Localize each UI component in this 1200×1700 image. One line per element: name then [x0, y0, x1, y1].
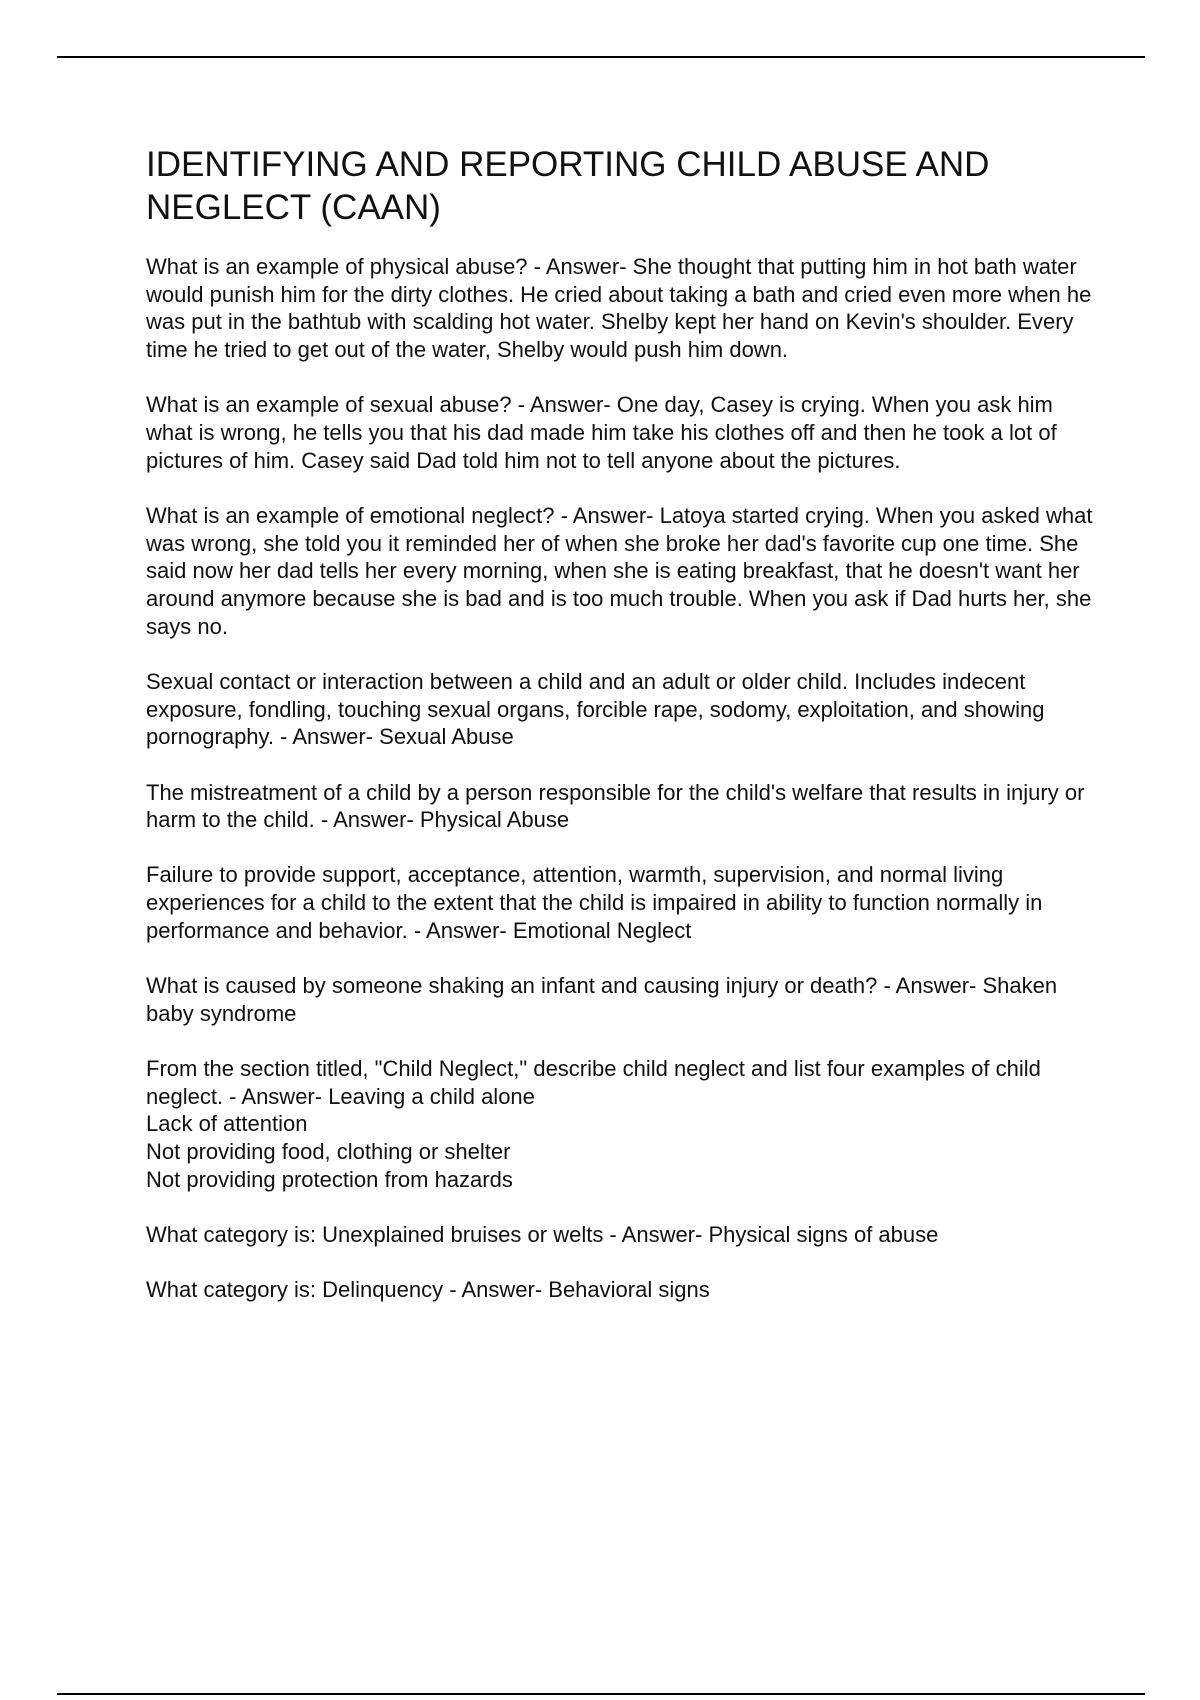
qa-entry-child-neglect-examples: From the section titled, "Child Neglect," describe child neglect and list four examples of child neglect. - Answer- Leaving a child alone Lack of attention Not providing food, clothing or shelter Not providing protection from hazards	[146, 1055, 1041, 1192]
document-body	[146, 143, 1099, 1331]
top-rule	[57, 56, 1145, 58]
qa-entry-shaken-baby: What is caused by someone shaking an infant and causing injury or death? - Answer- Shaken baby syndrome	[146, 973, 1064, 1026]
qa-entry-sexual-abuse-definition: Sexual contact or interaction between a child and an adult or older child. Includes indecent exposure, fondling, touching sexual organs, forcible rape, sodomy, exploitation, and showing pornography. - Answer- Sexual Abuse	[146, 668, 1051, 750]
qa-entry-emotional-neglect-example: What is an example of emotional neglect? - Answer- Latoya started crying. When you asked what was wrong, she told you it reminded her of when she broke her dad's favorite cup one time. She said now her dad tells her every morning, when she is eating breakfast, that he doesn't want her around anymore because she is bad and is too much trouble. When you ask if Dad hurts her, she says no.	[146, 502, 1099, 639]
document-title: IDENTIFYING AND REPORTING CHILD ABUSE AND NEGLECT (CAAN)	[146, 145, 990, 227]
qa-entry-bruises-category: What category is: Unexplained bruises or welts - Answer- Physical signs of abuse	[146, 1221, 939, 1247]
bottom-rule	[57, 1693, 1145, 1695]
qa-entry-delinquency-category: What category is: Delinquency - Answer- Behavioral signs	[146, 1277, 710, 1303]
qa-entry-physical-abuse-definition: The mistreatment of a child by a person responsible for the child's welfare that results in injury or harm to the child. - Answer- Physical Abuse	[146, 779, 1091, 833]
qa-entry-physical-abuse-example: What is an example of physical abuse? - Answer- She thought that putting him in hot bath water would punish him for the dirty clothes. He cried about taking a bath and cried even more when he was put in the bathtub with scalding hot water. Shelby kept her hand on Kevin's shoulder. Every time he tried to get out of the water, Shelby would push him down.	[146, 254, 1098, 363]
qa-entry-sexual-abuse-example: What is an example of sexual abuse? - Answer- One day, Casey is crying. When you ask him what is wrong, he tells you that his dad made him take his clothes off and then he took a lot of pictures of him. Casey said Dad told him not to tell anyone about the pictures.	[146, 392, 1063, 473]
qa-entry-emotional-neglect-definition: Failure to provide support, acceptance, attention, warmth, supervision, and normal living experiences for a child to the extent that the child is impaired in ability to function normally in performance and behavior. - Answer- Emotional Neglect	[146, 862, 1049, 943]
